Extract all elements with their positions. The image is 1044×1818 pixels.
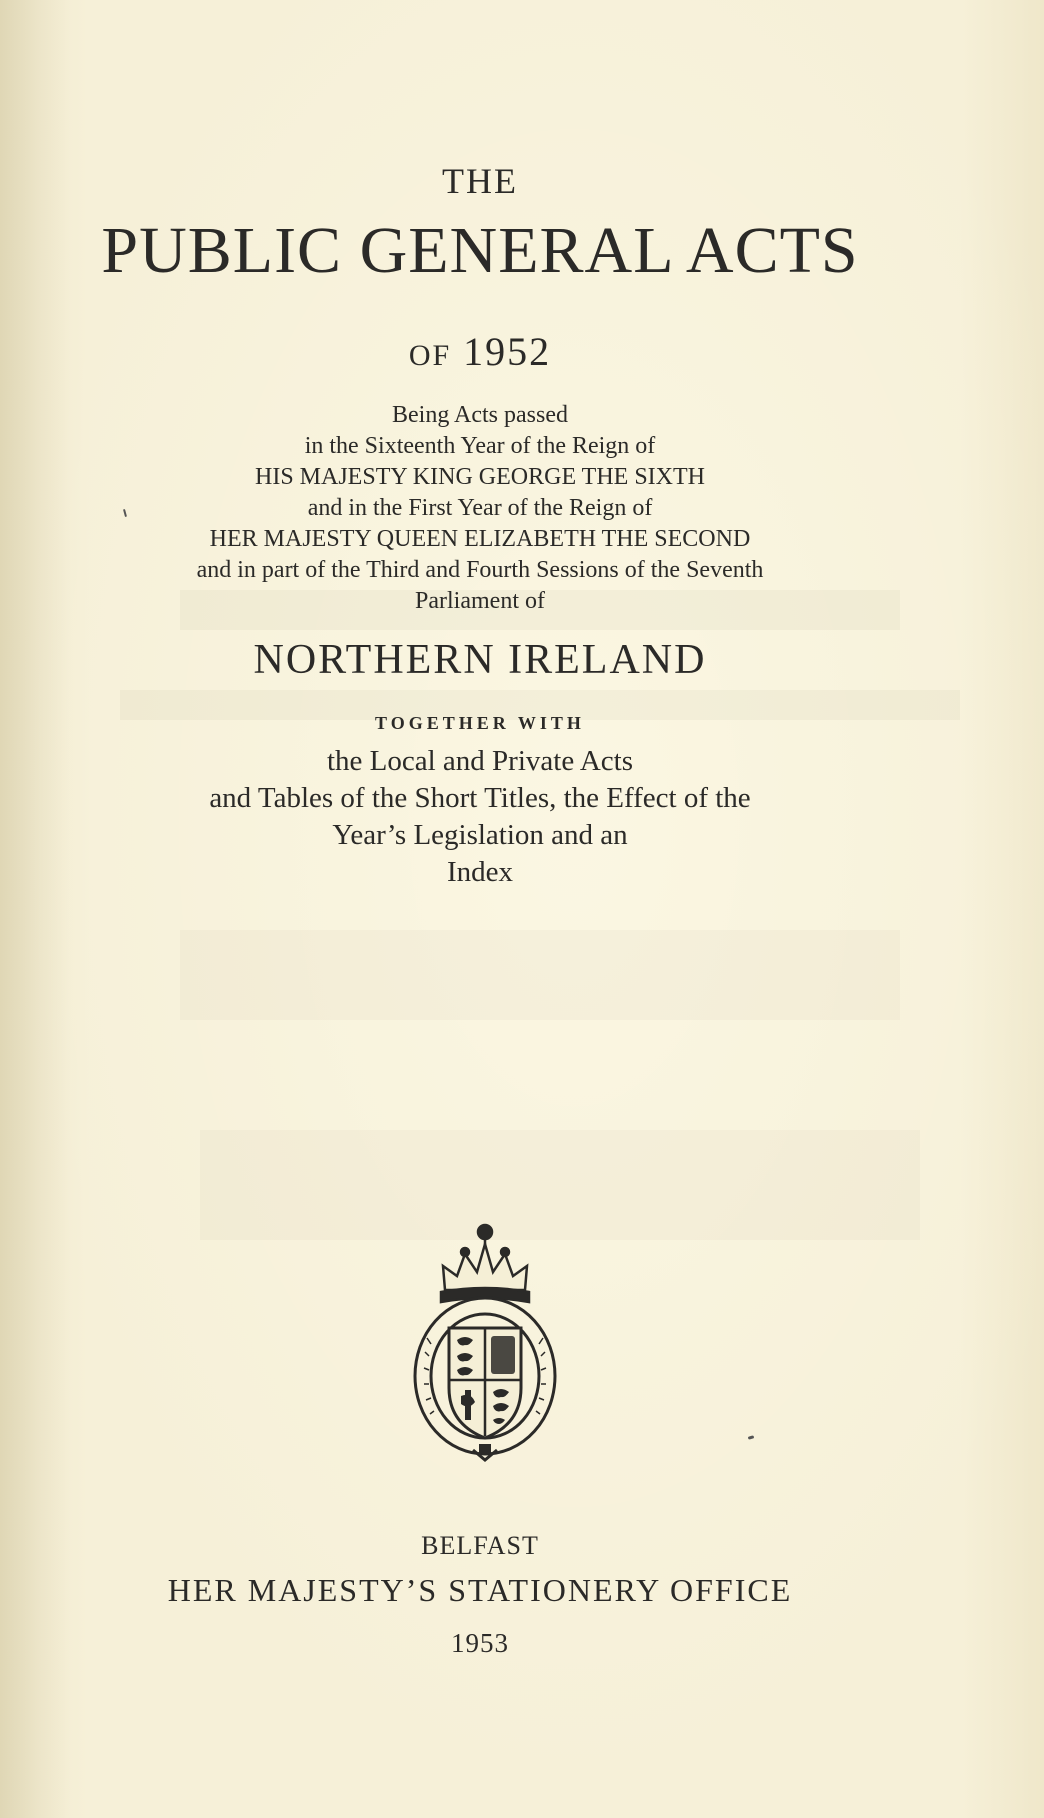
description-line: and in the First Year of the Reign of	[307, 495, 653, 521]
extras-line: Year’s Legislation and an	[332, 819, 628, 851]
extras-block	[0, 743, 960, 891]
extras-line: Index	[446, 856, 514, 888]
description-line: Parliament of	[415, 588, 545, 614]
description-line: HER MAJESTY QUEEN ELIZABETH THE SECOND	[209, 526, 751, 552]
description-line: and in part of the Third and Fourth Sessions of the Seventh	[196, 557, 764, 583]
imprint-year: 1953	[451, 1628, 509, 1658]
title-year-line	[0, 328, 960, 375]
description-line: in the Sixteenth Year of the Reign of	[304, 433, 656, 459]
royal-coat-of-arms-icon	[405, 1218, 565, 1463]
title-the: THE	[442, 161, 518, 201]
extras-line: the Local and Private Acts	[326, 745, 633, 777]
ink-speck	[748, 1435, 755, 1439]
extras-line: and Tables of the Short Titles, the Effect of the	[209, 782, 751, 814]
jurisdiction-heading: NORTHERN IRELAND	[253, 637, 707, 683]
description-line: HIS MAJESTY KING GEORGE THE SIXTH	[255, 464, 705, 490]
description-block	[0, 400, 960, 617]
together-with-label: TOGETHER WITH	[375, 713, 585, 733]
imprint-publisher: HER MAJESTY’S STATIONERY OFFICE	[167, 1572, 793, 1608]
title-of: OF	[408, 339, 452, 372]
show-through-block	[180, 930, 900, 1020]
imprint-place: BELFAST	[421, 1531, 539, 1560]
description-line: Being Acts passed	[392, 402, 568, 428]
main-title: PUBLIC GENERAL ACTS	[101, 214, 859, 287]
title-year: 1952	[463, 329, 552, 374]
